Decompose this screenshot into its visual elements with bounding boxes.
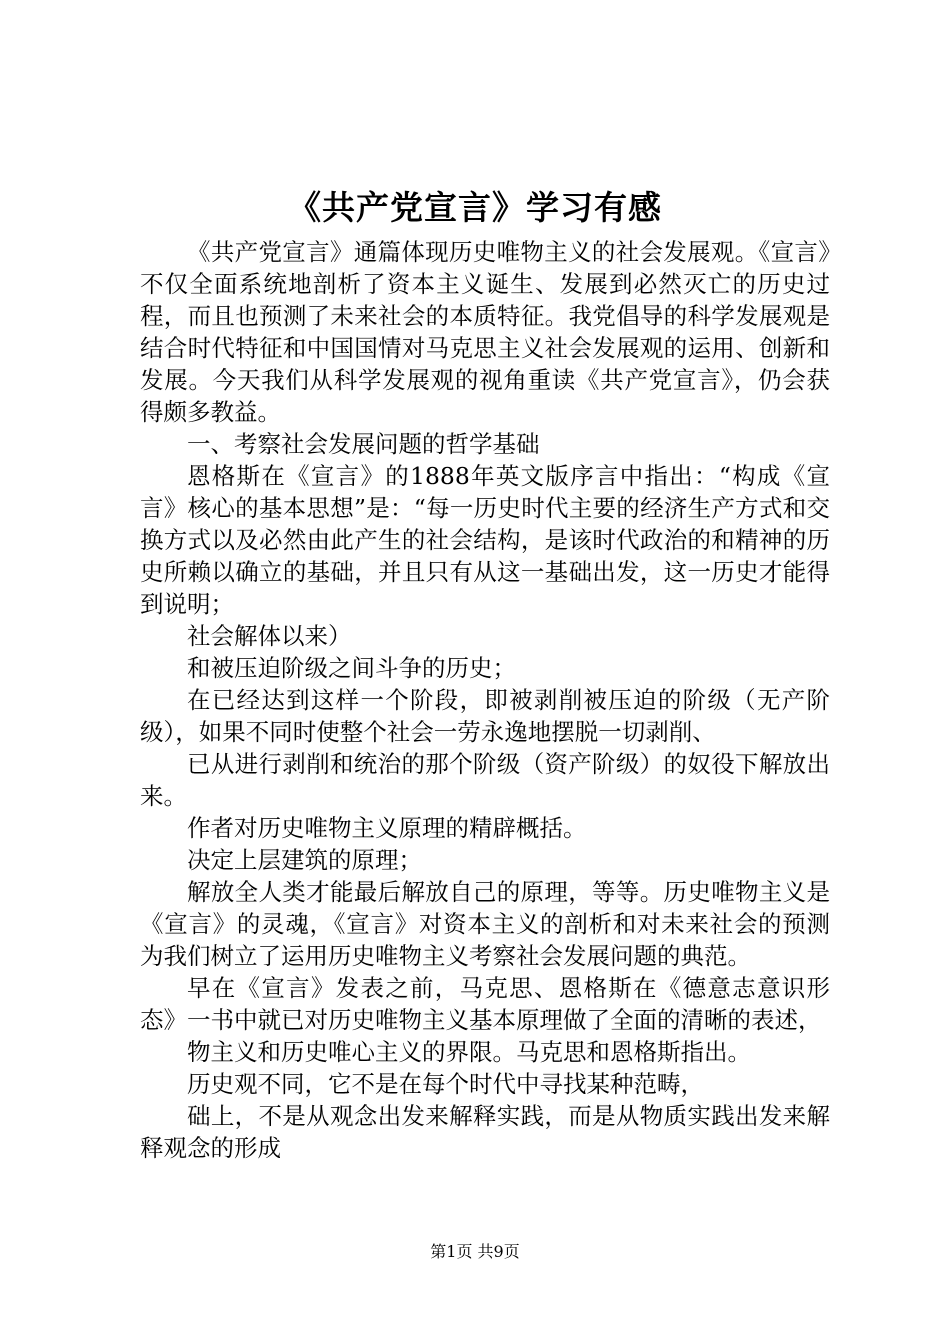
paragraph: 作者对历史唯物主义原理的精辟概括。 <box>187 814 587 842</box>
document-body <box>140 236 830 1164</box>
paragraph: 和被压迫阶级之间斗争的历史； <box>187 654 516 682</box>
document-title: 《共产党宣言》学习有感 <box>288 188 662 227</box>
paragraph: 《共产党宣言》通篇体现历史唯物主义的社会发展观。《宣言》不仅全面系统地剖析了资本主义诞生、发展到必然灭亡的历史过程，而且也预测了未来社会的本质特征。我党倡导的科学发展观是结合时代特征和中国国情对马克思主义社会发展观的运用、创新和发展。今天我们从科学发展观的视角重读《共产党宣言》，仍会获得颇多教益。 <box>140 238 830 426</box>
page-footer: 第1页 共9页 <box>430 1242 520 1261</box>
paragraph: 在已经达到这样一个阶段，即被剥削被压迫的阶级（无产阶级），如果不同时使整个社会一劳永逸地摆脱一切剥削、 <box>140 686 830 746</box>
paragraph: 社会解体以来） <box>187 622 352 650</box>
paragraph: 早在《宣言》发表之前，马克思、恩格斯在《德意志意识形态》一书中就已对历史唯物主义基本原理做了全面的清晰的表述， <box>140 974 830 1034</box>
paragraph: 础上，不是从观念出发来解释实践，而是从物质实践出发来解释观念的形成 <box>140 1102 830 1162</box>
paragraph: 决定上层建筑的原理； <box>187 846 422 874</box>
paragraph: 物主义和历史唯心主义的界限。马克思和恩格斯指出。 <box>187 1038 751 1066</box>
paragraph: 已从进行剥削和统治的那个阶级（资产阶级）的奴役下解放出来。 <box>140 750 830 810</box>
paragraph: 恩格斯在《宣言》的1888年英文版序言中指出：“构成《宣言》核心的基本思想”是：“每一历史时代主要的经济生产方式和交换方式以及必然由此产生的社会结构，是该时代政治的和精神的历史所赖以确立的基础，并且只有从这一基础出发，这一历史才能得到说明； <box>140 462 830 618</box>
section-heading: 一、考察社会发展问题的哲学基础 <box>187 430 540 458</box>
paragraph: 历史观不同，它不是在每个时代中寻找某种范畴， <box>187 1070 704 1098</box>
paragraph: 解放全人类才能最后解放自己的原理，等等。历史唯物主义是《宣言》的灵魂，《宣言》对资本主义的剖析和对未来社会的预测为我们树立了运用历史唯物主义考察社会发展问题的典范。 <box>140 878 830 970</box>
